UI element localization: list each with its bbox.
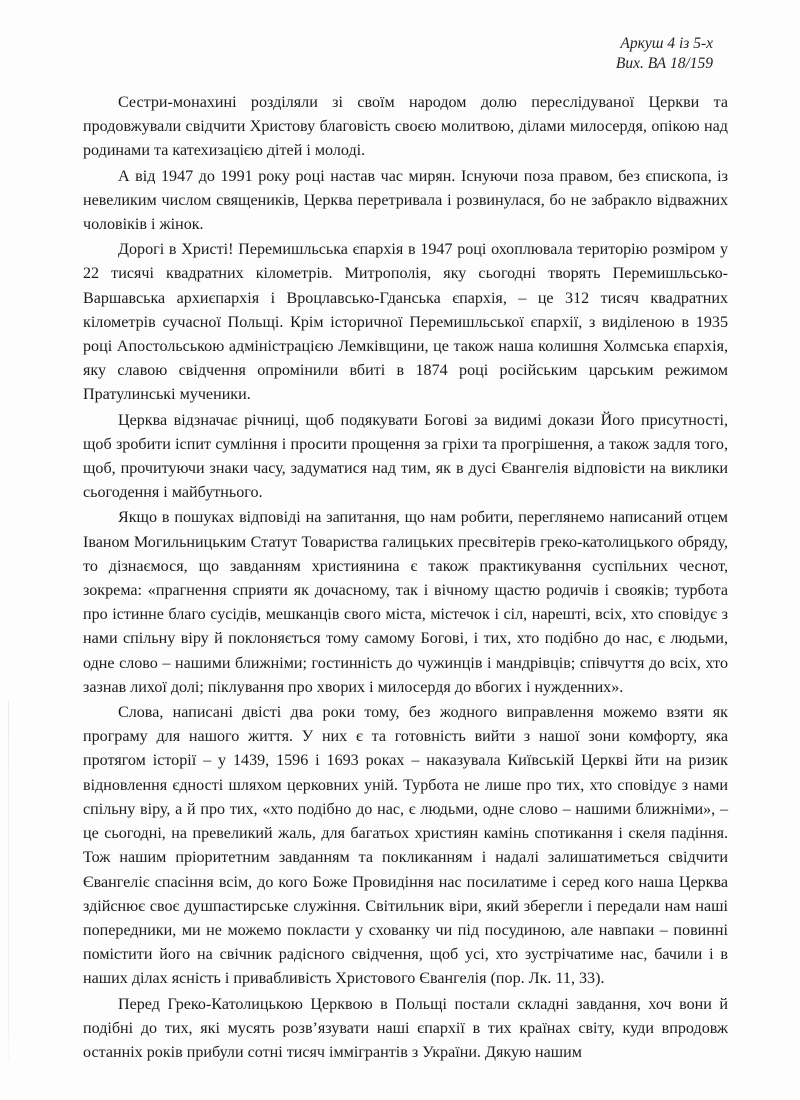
letter-body [83,91,728,1065]
paragraph: Дорогі в Христі! Перемишльська єпархія в 1947 році охоплювала територію розміром у 22 тисячі квадратних кілометрів. Митрополія, яку сьогодні творять Перемишльсько-Варшавська архиєпархія і Вроцлавсько-Гданська єпархія, – це 312 тисяч квадратних кілометрів сучасної Польщі. Крім історичної Перемишльської єпархії, з виділеною в 1935 році Апостольською адміністрацією Лемківщини, це також наша колишня Холмська єпархія, яку славою свідчення опромінили вбиті в 1874 році російським царським режимом Пратулинські мученики. [83,241,728,404]
scan-edge-shadow [8,700,9,1060]
paragraph: Слова, написані двісті два роки тому, без жодного виправлення можемо взяти як програму для нашого життя. У них є та готовність вийти з нашої зони комфорту, яка протягом історії – у 1439, 1596 і 1693 роках – наказувала Київській Церкві йти на ризик відновлення єдності шляхом церковних уній. Турбота не лише про тих, хто сповідує з нами спільну віру, а й про тих, «хто подібно до нас, є людьми, одне слово – нашими ближніми», – це сьогодні, на превеликий жаль, для багатьох християн камінь спотикання і скеля падіння. Тож нашим пріоритетним завданням та покликанням і надалі залишатиметься свідчити Євангеліє спасіння всім, до кого Боже Провидіння нас посилатиме і серед кого наша Церква здійснює своє душпастирське служіння. Світильник віри, який зберегли і передали нам наші попередники, ми не можемо покласти у схованку чи під посудиною, але навпаки – повинні помістити його на свічник радісного свідчення, щоб усі, хто зустрічатиме нас, бачили і в наших ділах ясність і привабливість Христового Євангелія (пор. Лк. 11, 33). [83,704,728,988]
paragraph: Якщо в пошуках відповіді на запитання, що нам робити, переглянемо написаний отцем Іваном Могильницьким Статут Товариства галицьких пресвітерів греко-католицького обряду, то дізнаємося, що завданням християнина є також практикування суспільних чеснот, зокрема: «прагнення сприяти як дочасному, так і вічному щастю родичів і свояків; турбота про істинне благо сусідів, мешканців свого міста, містечок і сіл, нарешті, всіх, хто сповідує з нами спільну віру й поклоняється тому самому Богові, і тих, хто подібно до нас, є людьми, одне слово – нашими ближніми; гостинність до чужинців і мандрівців; співчуття до всіх, хто зазнав лихої долі; піклування про хворих і милосердя до вбогих і нужденних». [83,509,728,696]
paragraph: А від 1947 до 1991 року році настав час мирян. Існуючи поза правом, без єпископа, із невеликим числом священиків, Церква перетривала і розвинулася, бо не забракло відважних чоловіків і жінок. [83,167,728,234]
paragraph: Перед Греко-Католицькою Церквою в Польщі постали складні завдання, хоч вони й подібні до тих, які мусять розв’язувати наші єпархії в тих країнах світу, куди впродовж останніх років прибули сотні тисяч іммігрантів з України. Дякую нашим [83,995,728,1061]
outgoing-reference: Вих. ВА 18/159 [615,55,713,72]
paragraph: Сестри-монахині розділяли зі своїм народом долю переслідуваної Церкви та продовжували свідчити Христову благовість своєю молитвою, ділами милосердя, опікою над родинами та катехизацією дітей і молоді. [83,94,728,160]
page-header [616,34,713,74]
paragraph: Церква відзначає річниці, щоб подякувати Богові за видимі докази Його присутності, щоб зробити іспит сумління і просити прощення за гріхи та прогрішення, а також задля того, щоб, прочитуючи знаки часу, задуматися над тим, як в дусі Євангелія відповісти на виклики сьогодення і майбутнього. [83,411,728,502]
sheet-number: Аркуш 4 із 5-х [620,35,713,52]
